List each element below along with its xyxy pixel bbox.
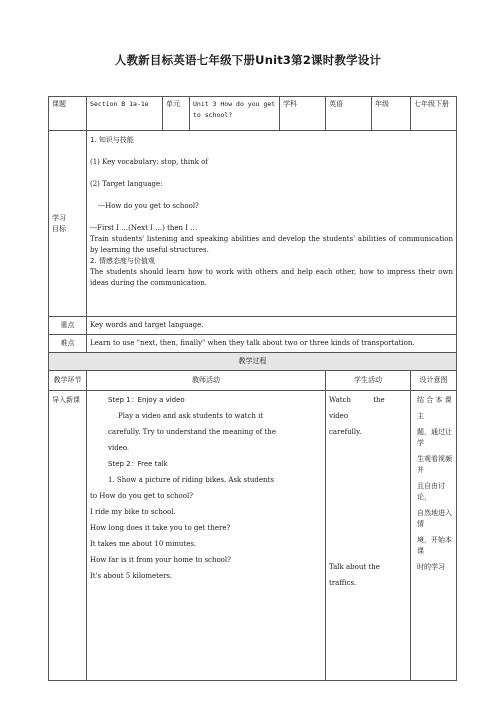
label-subject: 学科	[280, 97, 326, 131]
col-student: 学生活动	[326, 371, 411, 391]
process-columns-row	[49, 371, 457, 391]
intent-line-4: 生观看视频并	[417, 455, 452, 474]
subject-value: 英语	[326, 97, 372, 131]
teacher-line-7: to How do you get to school?	[90, 492, 193, 500]
intent-line-6: 自然地进入情	[417, 509, 452, 528]
student-line-5: traffics.	[329, 579, 357, 587]
teacher-line-8: I ride my bike to school.	[90, 508, 176, 516]
goals-line-1: 1. 知识与技能	[90, 136, 134, 144]
goals-label-text: 学习目标	[52, 213, 66, 233]
goals-line-7: 2. 情感态度与价值观	[90, 257, 155, 265]
teacher-line-5: Step 2：Free talk	[108, 460, 168, 468]
process-row-intro	[49, 391, 457, 681]
teacher-line-10: It takes me about 10 minutes.	[90, 540, 197, 548]
label-grade: 年级	[372, 97, 411, 131]
intent-line-5: 且自由讨论，	[417, 482, 445, 501]
label-unit: 单元	[163, 97, 190, 131]
student-line-4: Talk about the	[329, 563, 380, 571]
teacher-line-1: Step 1：Enjoy a video	[108, 396, 185, 404]
intent-line-3: 题，通过让学	[417, 428, 452, 447]
teacher-line-9: How long does it take you to get there?	[90, 524, 231, 532]
intent-line-2: 主	[417, 412, 424, 420]
teacher-line-12: It's about 5 kilometers.	[90, 572, 173, 580]
process-heading: 教学过程	[49, 353, 457, 371]
intent-line-1: 结 合 本 课	[417, 396, 452, 404]
header-row	[49, 97, 457, 131]
goals-line-8: The students should learn how to work with others and help each other, how to impress their own ideas during the communication.	[90, 268, 453, 287]
goals-line-6: Train students' listening and speaking abilities and develop the students' abilities of communication by learning the useful structures.	[90, 235, 453, 254]
teacher-line-4: video.	[108, 444, 130, 452]
teacher-line-3: carefully. Try to understand the meaning of the	[108, 428, 276, 436]
design-intent	[411, 391, 457, 681]
stage-intro: 导入新课	[49, 391, 87, 681]
process-heading-row	[49, 353, 457, 371]
goals-content	[87, 131, 457, 317]
teacher-line-6: 1. Show a picture of riding bikes. Ask students	[108, 476, 274, 484]
teacher-line-2: Play a video and ask students to watch it	[118, 412, 264, 420]
student-line-3: carefully.	[329, 428, 362, 436]
col-intent: 设计意图	[411, 371, 457, 391]
difficulty-text: Learn to use "next, then, finally" when they talk about two or three kinds of transportation.	[87, 335, 457, 353]
difficulty-row	[49, 335, 457, 353]
goals-row	[49, 131, 457, 317]
teacher-activity	[87, 391, 326, 681]
goals-line-2: (1) Key vocabulary: stop, think of	[90, 158, 208, 166]
goals-line-5: ---First I …(Next I …) then I …	[90, 224, 198, 232]
label-difficulty: 难点	[49, 335, 87, 353]
intent-line-8: 时的学习	[417, 563, 445, 571]
label-topic: 课题	[49, 97, 87, 131]
lesson-plan-table	[48, 96, 457, 681]
goals-line-4: ---How do you get to school?	[98, 202, 199, 210]
col-teacher: 教师活动	[87, 371, 326, 391]
label-goals	[49, 131, 87, 317]
teacher-line-11: How far is it from your home to school?	[90, 556, 231, 564]
col-stage: 教学环节	[49, 371, 87, 391]
student-line-2: video	[329, 412, 349, 420]
student-line-1: Watch the	[329, 396, 385, 404]
unit-value: Unit 3 How do you get to school?	[190, 97, 280, 131]
label-key-point: 重点	[49, 317, 87, 335]
student-activity	[326, 391, 411, 681]
topic-value: Section B 1a-1e	[87, 97, 163, 131]
intent-line-7: 境，开始本课	[417, 536, 452, 555]
key-point-row	[49, 317, 457, 335]
key-point-text: Key words and target language.	[87, 317, 457, 335]
grade-value: 七年级下册	[411, 97, 457, 131]
goals-line-3: (2) Target language:	[90, 180, 163, 188]
document-title: 人教新目标英语七年级下册Unit3第2课时教学设计	[114, 53, 382, 67]
